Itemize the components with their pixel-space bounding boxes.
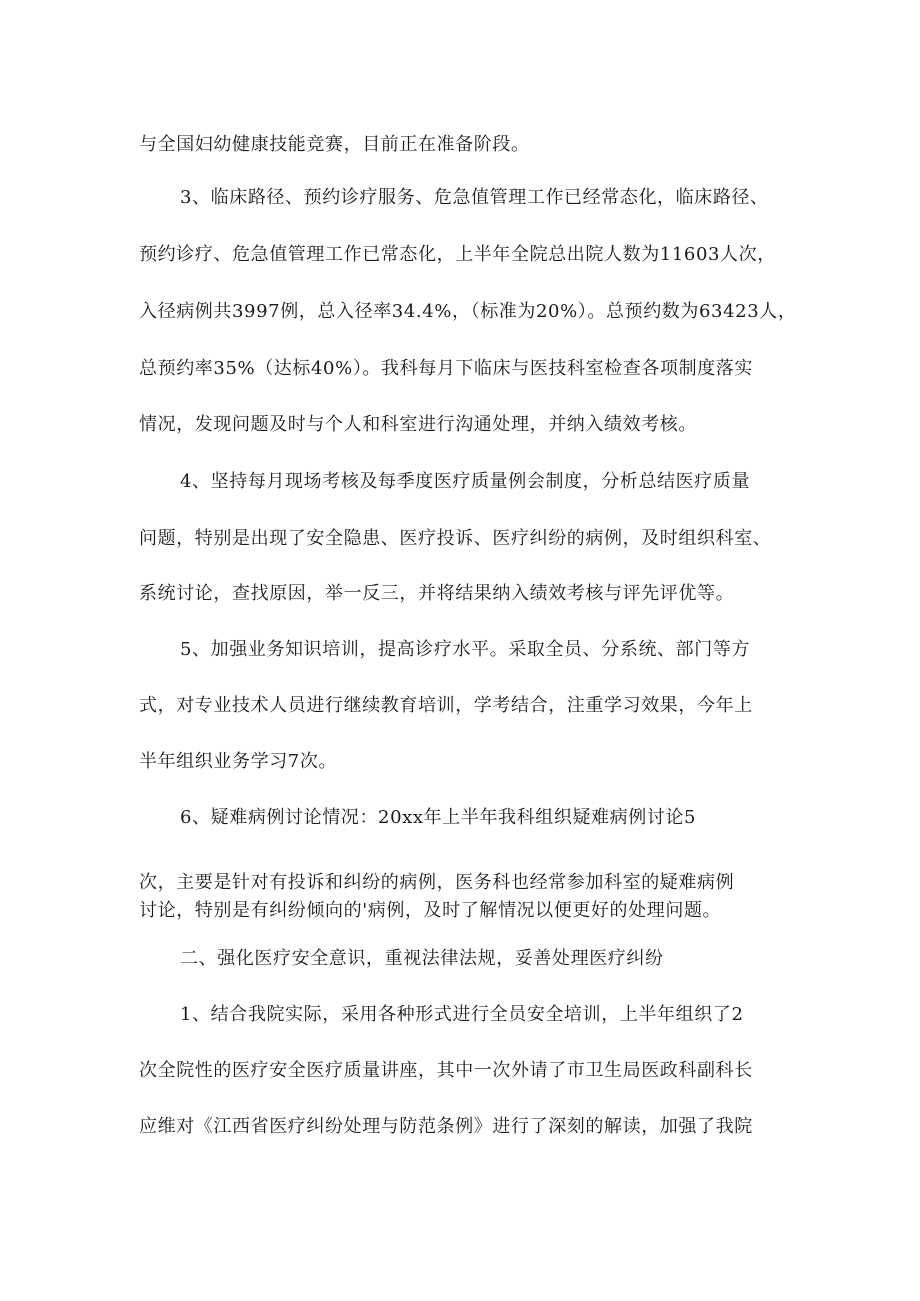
text-line: 系统讨论，查找原因，举一反三，并将结果纳入绩效考核与评先评优等。 bbox=[139, 583, 735, 604]
text-line: 式，对专业技术人员进行继续教育培训，学考结合，注重学习效果，今年上 bbox=[139, 695, 753, 716]
text-line: 6、疑难病例讨论情况：20xx年上半年我科组织疑难病例讨论5 bbox=[180, 807, 697, 828]
section-heading: 二、强化医疗安全意识，重视法律法规，妥善处理医疗纠纷 bbox=[180, 948, 664, 969]
text-line: 总预约率35%（达标40%）。我科每月下临床与医技科室检查各项制度落实 bbox=[139, 358, 754, 379]
text-line: 入径病例共3997例，总入径率34.4%，（标准为20%）。总预约数为63423人， bbox=[139, 301, 797, 322]
text-line: 情况，发现问题及时与个人和科室进行沟通处理，并纳入绩效考核。 bbox=[139, 414, 697, 435]
text-line: 预约诊疗、危急值管理工作已常态化，上半年全院总出院人数为11603人次， bbox=[139, 244, 776, 265]
text-line: 与全国妇幼健康技能竞赛，目前正在准备阶段。 bbox=[139, 134, 530, 155]
text-line: 1、结合我院实际，采用各种形式进行全员安全培训，上半年组织了2 bbox=[180, 1004, 744, 1025]
text-line: 讨论，特别是有纠纷倾向的'病例，及时了解情况以便更好的处理问题。 bbox=[139, 900, 722, 921]
text-line: 问题，特别是出现了安全隐患、医疗投诉、医疗纠纷的病例，及时组织科室、 bbox=[139, 528, 772, 549]
text-line: 4、坚持每月现场考核及每季度医疗质量例会制度，分析总结医疗质量 bbox=[180, 471, 751, 492]
text-line: 半年组织业务学习7次。 bbox=[139, 751, 338, 772]
text-line: 次全院性的医疗安全医疗质量讲座，其中一次外请了市卫生局医政科副科长 bbox=[139, 1060, 753, 1081]
text-line: 次，主要是针对有投诉和纠纷的病例，医务科也经常参加科室的疑难病例 bbox=[139, 872, 735, 893]
text-line: 3、临床路径、预约诊疗服务、危急值管理工作已经常态化，临床路径、 bbox=[180, 187, 769, 208]
text-line: 5、加强业务知识培训，提高诊疗水平。采取全员、分系统、部门等方 bbox=[180, 639, 751, 660]
text-line: 应维对《江西省医疗纠纷处理与防范条例》进行了深刻的解读，加强了我院 bbox=[139, 1116, 753, 1137]
